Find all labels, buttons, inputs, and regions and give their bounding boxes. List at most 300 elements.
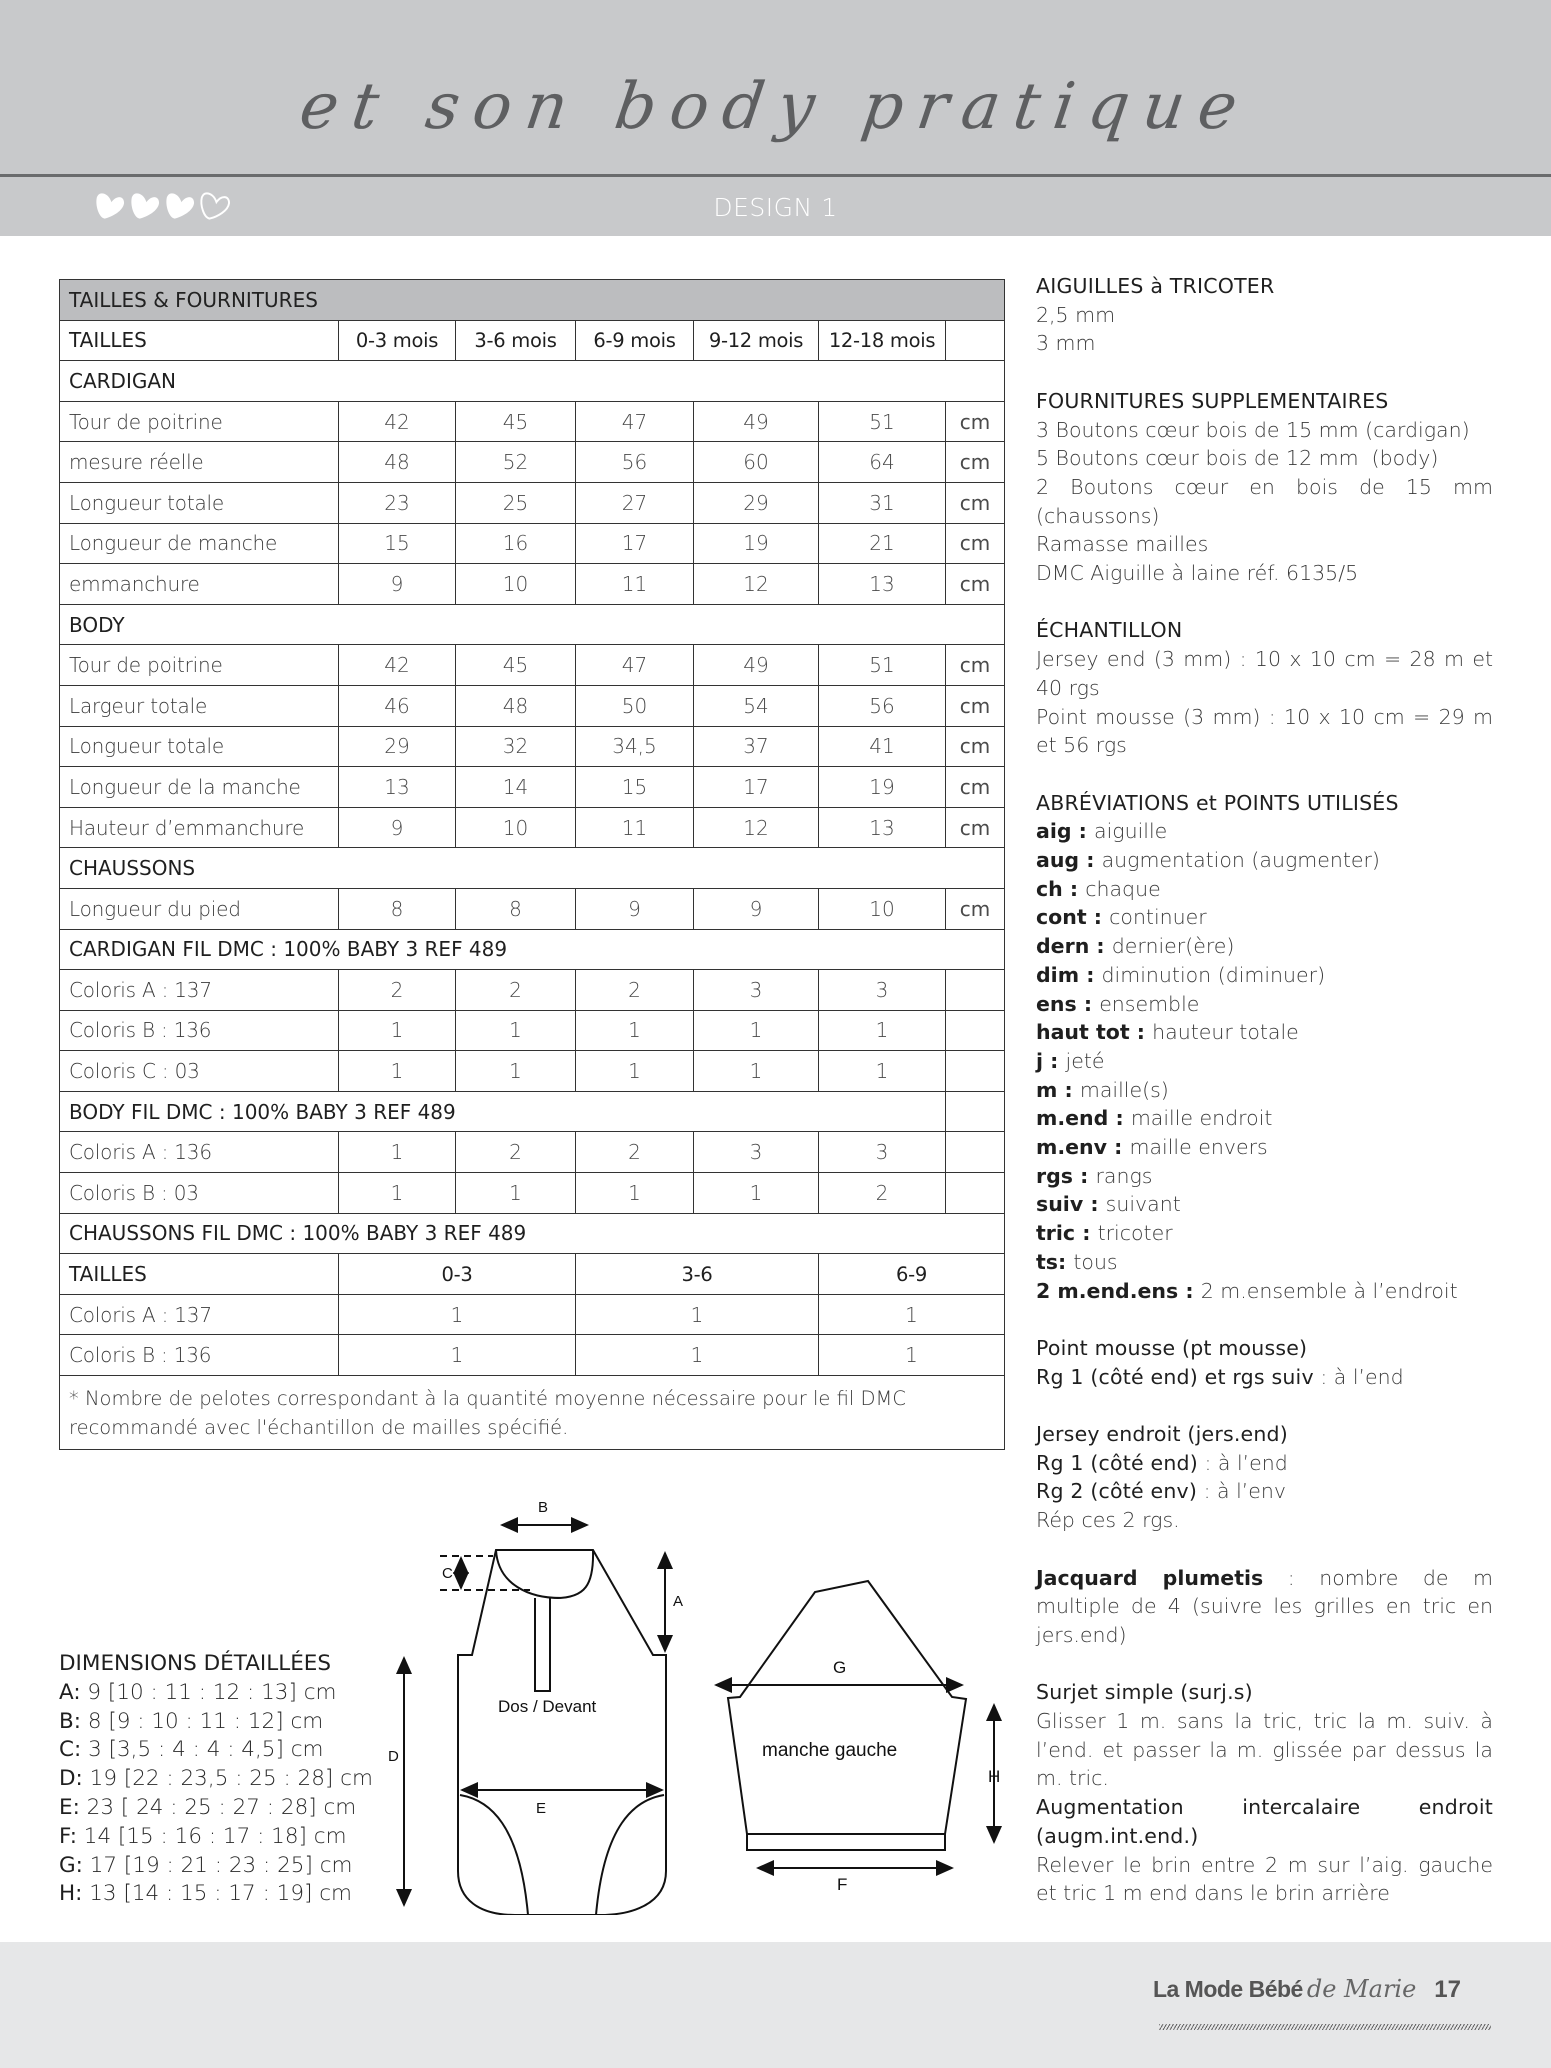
section-label: BODY FIL DMC : 100% BABY 3 REF 489 [60, 1091, 946, 1132]
cell-value: 2 [339, 970, 456, 1011]
dimension-key: A: [59, 1679, 81, 1705]
jacquard-paragraph: Jacquard plumetis : nombre de m multiple de 4 (suivre les grilles en tric en jers.end) [1036, 1565, 1493, 1647]
cell-value: 9 [576, 888, 694, 929]
table-row [60, 442, 1005, 483]
gauge-heading: ÉCHANTILLON [1036, 618, 1183, 643]
cell-value: 1 [339, 1010, 456, 1051]
abbreviation-item: dim : diminution (diminuer) [1036, 962, 1326, 987]
abbreviation-term: aig [1036, 819, 1072, 844]
unit-header-empty [946, 320, 1005, 361]
row-label: Coloris A : 137 [60, 970, 339, 1011]
abbreviation-term: ts [1036, 1249, 1059, 1274]
cell-value: 1 [456, 1051, 576, 1092]
dimension-key: G: [59, 1852, 83, 1878]
abbreviations-list [1036, 817, 1493, 1305]
table-row [60, 970, 1005, 1011]
abbreviation-item: haut tot : hauteur totale [1036, 1020, 1299, 1045]
cell-value: 47 [576, 645, 694, 686]
body-schematic-diagram [380, 1495, 710, 1915]
marker-h: H [988, 1767, 1001, 1786]
table-row [60, 1010, 1005, 1051]
stockinette-row: Rg 1 (côté end) : à l’end [1036, 1450, 1288, 1475]
cell-value: 29 [694, 482, 819, 523]
abbreviation-meaning: rangs [1095, 1163, 1153, 1188]
unit-cell: cm [946, 401, 1005, 442]
needles-heading: AIGUILLES à TRICOTER [1036, 274, 1275, 298]
cell-value: 2 [456, 970, 576, 1011]
cell-value: 10 [456, 807, 576, 848]
section-row [60, 929, 1005, 970]
marker-e: E [536, 1800, 547, 1817]
cell-value: 16 [456, 523, 576, 564]
table-row [60, 767, 1005, 808]
cell-value: 1 [576, 1335, 819, 1376]
cell-value: 1 [819, 1335, 1005, 1376]
row-label: Tour de poitrine [60, 401, 339, 442]
abbreviation-meaning: maille(s) [1079, 1077, 1169, 1102]
garter-row: Rg 1 (côté end) et rgs suiv : à l’end [1036, 1364, 1404, 1389]
cell-value: 17 [694, 767, 819, 808]
unit-cell: cm [946, 726, 1005, 767]
abbreviation-meaning: maille envers [1129, 1135, 1268, 1160]
section-label: CARDIGAN [60, 361, 1005, 402]
page-title: et son body pratique [295, 70, 1256, 144]
cell-value: 27 [576, 482, 694, 523]
ssk-heading: Surjet simple (surj.s) [1036, 1680, 1253, 1705]
cell-value: 1 [819, 1010, 946, 1051]
dimension-item [59, 1852, 373, 1881]
brand-underline-decoration [1159, 2024, 1491, 2030]
sizes-label: TAILLES [60, 1254, 339, 1295]
abbreviation-meaning: aiguille [1094, 819, 1168, 844]
needle-item: 3 mm [1036, 331, 1096, 356]
abbreviation-meaning: ensemble [1099, 991, 1200, 1016]
abbreviation-term: dim [1036, 962, 1080, 987]
cell-value: 56 [819, 685, 946, 726]
table-row [60, 1132, 1005, 1173]
table-row [60, 1173, 1005, 1214]
cell-value: 1 [819, 1294, 1005, 1335]
table-row [60, 807, 1005, 848]
cell-value: 51 [819, 401, 946, 442]
row-label: mesure réelle [60, 442, 339, 483]
cell-value: 49 [694, 645, 819, 686]
jacquard-label: Jacquard plumetis [1036, 1565, 1264, 1590]
abbreviation-term: rgs [1036, 1163, 1073, 1188]
cell-value: 13 [819, 564, 946, 605]
supply-item: Ramasse mailles [1036, 532, 1209, 557]
cell-value: 1 [694, 1173, 819, 1214]
cell-value: 52 [456, 442, 576, 483]
cell-value: 49 [694, 401, 819, 442]
cell-value: 8 [456, 888, 576, 929]
abbreviations-heading: ABRÉVIATIONS et POINTS UTILISÉS [1036, 790, 1399, 815]
dimension-value: 14 [15 : 16 : 17 : 18] cm [76, 1823, 347, 1849]
table-row [60, 645, 1005, 686]
unit-cell: cm [946, 645, 1005, 686]
section-label: BODY [60, 604, 1005, 645]
section-row [60, 361, 1005, 402]
supplies-heading: FOURNITURES SUPPLEMENTAIRES [1036, 388, 1389, 413]
abbreviation-meaning: diminution (diminuer) [1101, 962, 1326, 987]
dimension-value: 3 [3,5 : 4 : 4 : 4,5] cm [81, 1737, 324, 1763]
abbreviation-item: m : maille(s) [1036, 1077, 1169, 1102]
cell-value: 25 [456, 482, 576, 523]
abbreviation-term: ens [1036, 991, 1077, 1016]
dimension-key: C: [59, 1737, 82, 1763]
size-header: 6-9 mois [576, 320, 694, 361]
abbreviation-item: 2 m.end.ens : 2 m.ensemble à l’endroit [1036, 1278, 1458, 1303]
m1-heading-abbr: (augm.int.end.) [1036, 1823, 1199, 1848]
abbreviation-term: m.env [1036, 1135, 1108, 1160]
cell-value: 1 [456, 1173, 576, 1214]
measurements-body [60, 361, 1005, 929]
dimension-key: B: [59, 1708, 81, 1734]
cell-value: 10 [456, 564, 576, 605]
row-label: Longueur totale [60, 726, 339, 767]
empty-cell [946, 1010, 1005, 1051]
table-row [60, 1335, 1005, 1376]
cell-value: 41 [819, 726, 946, 767]
cell-value: 19 [819, 767, 946, 808]
size-header: 9-12 mois [694, 320, 819, 361]
cell-value: 1 [576, 1051, 694, 1092]
cell-value: 29 [339, 726, 456, 767]
row-label: Longueur du pied [60, 888, 339, 929]
abbreviation-meaning: jeté [1065, 1048, 1105, 1073]
cell-value: 9 [339, 807, 456, 848]
cell-value: 15 [339, 523, 456, 564]
section-label: CHAUSSONS FIL DMC : 100% BABY 3 REF 489 [60, 1213, 1005, 1254]
dimensions-heading: DIMENSIONS DÉTAILLÉES [59, 1651, 332, 1676]
right-column [1036, 272, 1493, 1908]
m1-heading: Augmentation intercalaire endroit [1036, 1795, 1493, 1820]
cell-value: 1 [339, 1051, 456, 1092]
abbreviation-item: rgs : rangs [1036, 1163, 1153, 1188]
m1-text: Relever le brin entre 2 m sur l’aig. gauche et tric 1 m end dans le brin arrière [1036, 1852, 1493, 1906]
cell-value: 1 [339, 1335, 576, 1376]
row-label: Rg 1 (côté end) [1036, 1450, 1198, 1475]
cell-value: 1 [576, 1294, 819, 1335]
design-band [0, 177, 1551, 236]
cell-value: 12 [694, 564, 819, 605]
table-row [60, 523, 1005, 564]
unit-cell: cm [946, 482, 1005, 523]
dimension-key: D: [59, 1766, 83, 1792]
table-row [60, 1294, 1005, 1335]
dimension-item [59, 1794, 373, 1823]
cell-value: 47 [576, 401, 694, 442]
unit-cell: cm [946, 523, 1005, 564]
sizes-supplies-table [59, 279, 1005, 1450]
row-label: Coloris C : 03 [60, 1051, 339, 1092]
abbreviation-term: tric [1036, 1221, 1076, 1246]
body-piece-label: Dos / Devant [498, 1697, 597, 1716]
abbreviation-item: dern : dernier(ère) [1036, 934, 1235, 959]
gauge-item: Jersey end (3 mm) : 10 x 10 cm = 28 m et 40 rgs [1036, 647, 1493, 700]
row-label: Coloris B : 03 [60, 1173, 339, 1214]
abbreviation-meaning: continuer [1109, 905, 1207, 930]
size-header: 12-18 mois [819, 320, 946, 361]
brand-script: de Marie [1306, 1975, 1417, 2003]
dimension-item [59, 1679, 373, 1708]
row-label: Largeur totale [60, 685, 339, 726]
row-label: Rg 1 (côté end) et rgs suiv [1036, 1364, 1314, 1389]
cell-value: 21 [819, 523, 946, 564]
cell-value: 50 [576, 685, 694, 726]
table-header-row [60, 320, 1005, 361]
row-label: emmanchure [60, 564, 339, 605]
row-label: Longueur de la manche [60, 767, 339, 808]
brand-main: La Mode Bébé [1152, 1976, 1303, 2002]
header-band [0, 0, 1551, 174]
section-row [60, 848, 1005, 889]
unit-cell: cm [946, 442, 1005, 483]
row-text: à l’env [1217, 1479, 1287, 1504]
cell-value: 48 [456, 685, 576, 726]
chaussons-yarn-section-row [60, 1213, 1005, 1254]
size-header: 0-3 mois [339, 320, 456, 361]
row-label: Hauteur d’emmanchure [60, 807, 339, 848]
chaussons-sizes-row [60, 1254, 1005, 1295]
table-footnote: * Nombre de pelotes correspondant à la quantité moyenne nécessaire pour le fil DMC recommandé avec l'échantillon de mailles spécifié. [60, 1376, 1005, 1450]
cell-value: 13 [339, 767, 456, 808]
cell-value: 14 [456, 767, 576, 808]
abbreviation-meaning: 2 m.ensemble à l’endroit [1200, 1278, 1458, 1303]
abbreviation-term: ch [1036, 876, 1063, 901]
abbreviation-item: m.end : maille endroit [1036, 1106, 1273, 1131]
dimension-key: H: [59, 1881, 83, 1907]
cell-value: 17 [576, 523, 694, 564]
supply-item: 2 Boutons cœur en bois de 15 mm (chaussons) [1036, 474, 1493, 528]
cell-value: 46 [339, 685, 456, 726]
stockinette-row: Rg 2 (côté env) : à l’env [1036, 1479, 1287, 1504]
table-row [60, 726, 1005, 767]
size-header: 6-9 [819, 1254, 1005, 1295]
cell-value: 1 [694, 1051, 819, 1092]
ssk-text: Glisser 1 m. sans la tric, tric la m. suiv. à l’end. et passer la m. glissée par dessus la m. tric. [1036, 1709, 1493, 1791]
marker-g: G [833, 1658, 847, 1677]
table-row [60, 482, 1005, 523]
cell-value: 2 [819, 1173, 946, 1214]
supply-item: 5 Boutons cœur bois de 12 mm (body) [1036, 446, 1439, 471]
cell-value: 1 [576, 1173, 694, 1214]
dimension-item [59, 1823, 373, 1852]
abbreviation-item: aig : aiguille [1036, 819, 1168, 844]
row-label: Rg 2 (côté env) [1036, 1479, 1198, 1504]
cell-value: 31 [819, 482, 946, 523]
abbreviation-term: j [1036, 1048, 1044, 1073]
cell-value: 1 [339, 1173, 456, 1214]
marker-a: A [673, 1593, 684, 1610]
dimension-value: 23 [ 24 : 25 : 27 : 28] cm [79, 1794, 357, 1820]
table-row [60, 564, 1005, 605]
marker-f: F [837, 1875, 848, 1894]
cell-value: 3 [819, 1132, 946, 1173]
marker-c: C [442, 1565, 453, 1582]
cell-value: 3 [694, 970, 819, 1011]
abbreviation-term: cont [1036, 905, 1087, 930]
abbreviation-term: m [1036, 1077, 1058, 1102]
garter-heading: Point mousse (pt mousse) [1036, 1335, 1308, 1360]
size-header: 0-3 [339, 1254, 576, 1295]
abbreviation-item: m.env : maille envers [1036, 1135, 1268, 1160]
table-row [60, 1051, 1005, 1092]
abbreviation-term: m.end [1036, 1106, 1109, 1131]
cell-value: 56 [576, 442, 694, 483]
cell-value: 45 [456, 401, 576, 442]
cell-value: 3 [819, 970, 946, 1011]
cell-value: 13 [819, 807, 946, 848]
marker-d: D [388, 1748, 399, 1765]
unit-cell: cm [946, 767, 1005, 808]
cell-value: 51 [819, 645, 946, 686]
magazine-brand [1153, 1975, 1461, 2004]
unit-cell: cm [946, 807, 1005, 848]
cell-value: 1 [576, 1010, 694, 1051]
abbreviation-meaning: maille endroit [1130, 1106, 1273, 1131]
page-footer [0, 1942, 1551, 2068]
cell-value: 60 [694, 442, 819, 483]
gauge-item: Point mousse (3 mm) : 10 x 10 cm = 29 m et 56 rgs [1036, 704, 1493, 758]
cell-value: 10 [819, 888, 946, 929]
dimension-item [59, 1708, 373, 1737]
empty-cell [946, 1132, 1005, 1173]
unit-cell: cm [946, 888, 1005, 929]
dimension-value: 13 [14 : 15 : 17 : 19] cm [82, 1881, 352, 1907]
cell-value: 15 [576, 767, 694, 808]
cell-value: 9 [339, 564, 456, 605]
marker-b: B [538, 1499, 549, 1516]
cell-value: 8 [339, 888, 456, 929]
cell-value: 1 [694, 1010, 819, 1051]
abbreviation-item: ens : ensemble [1036, 991, 1200, 1016]
empty-cell [946, 1091, 1005, 1132]
abbreviation-item: ts: tous [1036, 1249, 1118, 1274]
section-label: CARDIGAN FIL DMC : 100% BABY 3 REF 489 [60, 929, 1005, 970]
abbreviation-item: j : jeté [1036, 1048, 1105, 1073]
abbreviation-meaning: tous [1073, 1249, 1118, 1274]
size-header: 3-6 mois [456, 320, 576, 361]
abbreviation-meaning: suivant [1105, 1192, 1181, 1217]
cell-value: 48 [339, 442, 456, 483]
cell-value: 9 [694, 888, 819, 929]
page-number: 17 [1434, 1976, 1461, 2003]
supply-item: 3 Boutons cœur bois de 15 mm (cardigan) [1036, 417, 1470, 442]
cell-value: 11 [576, 807, 694, 848]
abbreviation-item: aug : augmentation (augmenter) [1036, 848, 1380, 873]
dimension-value: 9 [10 : 11 : 12 : 13] cm [80, 1679, 337, 1705]
abbreviation-item: suiv : suivant [1036, 1192, 1181, 1217]
sizes-label: TAILLES [60, 320, 339, 361]
sleeve-schematic-diagram [700, 1560, 1020, 1900]
table-row [60, 888, 1005, 929]
abbreviation-item: ch : chaque [1036, 876, 1161, 901]
cell-value: 54 [694, 685, 819, 726]
abbreviation-meaning: augmentation (augmenter) [1101, 848, 1380, 873]
cell-value: 64 [819, 442, 946, 483]
supply-item: DMC Aiguille à laine réf. 6135/5 [1036, 561, 1359, 586]
dimension-key: E: [59, 1794, 80, 1820]
cell-value: 19 [694, 523, 819, 564]
abbreviation-meaning: tricoter [1097, 1221, 1173, 1246]
abbreviation-meaning: dernier(ère) [1111, 934, 1235, 959]
abbreviation-term: 2 m.end.ens [1036, 1278, 1179, 1303]
cell-value: 23 [339, 482, 456, 523]
dimension-item [59, 1765, 373, 1794]
section-row [60, 1091, 1005, 1132]
unit-cell: cm [946, 685, 1005, 726]
cell-value: 42 [339, 645, 456, 686]
cell-value: 37 [694, 726, 819, 767]
cell-value: 2 [456, 1132, 576, 1173]
cell-value: 2 [576, 1132, 694, 1173]
cell-value: 1 [339, 1132, 456, 1173]
row-label: Longueur de manche [60, 523, 339, 564]
cell-value: 1 [456, 1010, 576, 1051]
dimension-item [59, 1736, 373, 1765]
abbreviation-meaning: chaque [1085, 876, 1161, 901]
cell-value: 42 [339, 401, 456, 442]
stockinette-heading: Jersey endroit (jers.end) [1036, 1422, 1288, 1447]
needle-item: 2,5 mm [1036, 302, 1116, 327]
cell-value: 3 [694, 1132, 819, 1173]
cell-value: 12 [694, 807, 819, 848]
cell-value: 34,5 [576, 726, 694, 767]
cell-value: 1 [819, 1051, 946, 1092]
abbreviation-term: haut tot [1036, 1020, 1130, 1045]
empty-cell [946, 1173, 1005, 1214]
dimension-value: 8 [9 : 10 : 11 : 12] cm [81, 1708, 324, 1734]
dimension-value: 17 [19 : 21 : 23 : 25] cm [82, 1852, 353, 1878]
table-title: TAILLES & FOURNITURES [60, 280, 1005, 321]
detailed-dimensions [59, 1650, 373, 1909]
abbreviation-item: cont : continuer [1036, 905, 1207, 930]
abbreviation-term: dern [1036, 934, 1090, 959]
empty-cell [946, 1051, 1005, 1092]
section-label: CHAUSSONS [60, 848, 1005, 889]
cell-value: 2 [576, 970, 694, 1011]
unit-cell: cm [946, 564, 1005, 605]
empty-cell [946, 970, 1005, 1011]
dimension-key: F: [59, 1823, 77, 1849]
table-note-row [60, 1376, 1005, 1450]
row-label: Coloris A : 137 [60, 1294, 339, 1335]
row-text: à l’end [1333, 1364, 1404, 1389]
abbreviation-term: suiv [1036, 1192, 1084, 1217]
row-label: Longueur totale [60, 482, 339, 523]
table-row [60, 401, 1005, 442]
cell-value: 32 [456, 726, 576, 767]
design-label: DESIGN 1 [713, 193, 838, 222]
row-label: Tour de poitrine [60, 645, 339, 686]
row-label: Coloris B : 136 [60, 1335, 339, 1376]
abbreviation-meaning: hauteur totale [1152, 1020, 1299, 1045]
dimension-item [59, 1880, 373, 1909]
section-row [60, 604, 1005, 645]
table-row [60, 685, 1005, 726]
yarn-body [60, 929, 1005, 1213]
cell-value: 1 [339, 1294, 576, 1335]
row-text: à l’end [1217, 1450, 1288, 1475]
size-header: 3-6 [576, 1254, 819, 1295]
stockinette-repeat: Rép ces 2 rgs. [1036, 1508, 1180, 1533]
abbreviation-term: aug [1036, 848, 1080, 873]
cell-value: 11 [576, 564, 694, 605]
cell-value: 45 [456, 645, 576, 686]
jacquard-text: nombre de m multiple de 4 (suivre les grilles en tric en jers.end) [1036, 1565, 1493, 1647]
abbreviation-item: tric : tricoter [1036, 1221, 1173, 1246]
